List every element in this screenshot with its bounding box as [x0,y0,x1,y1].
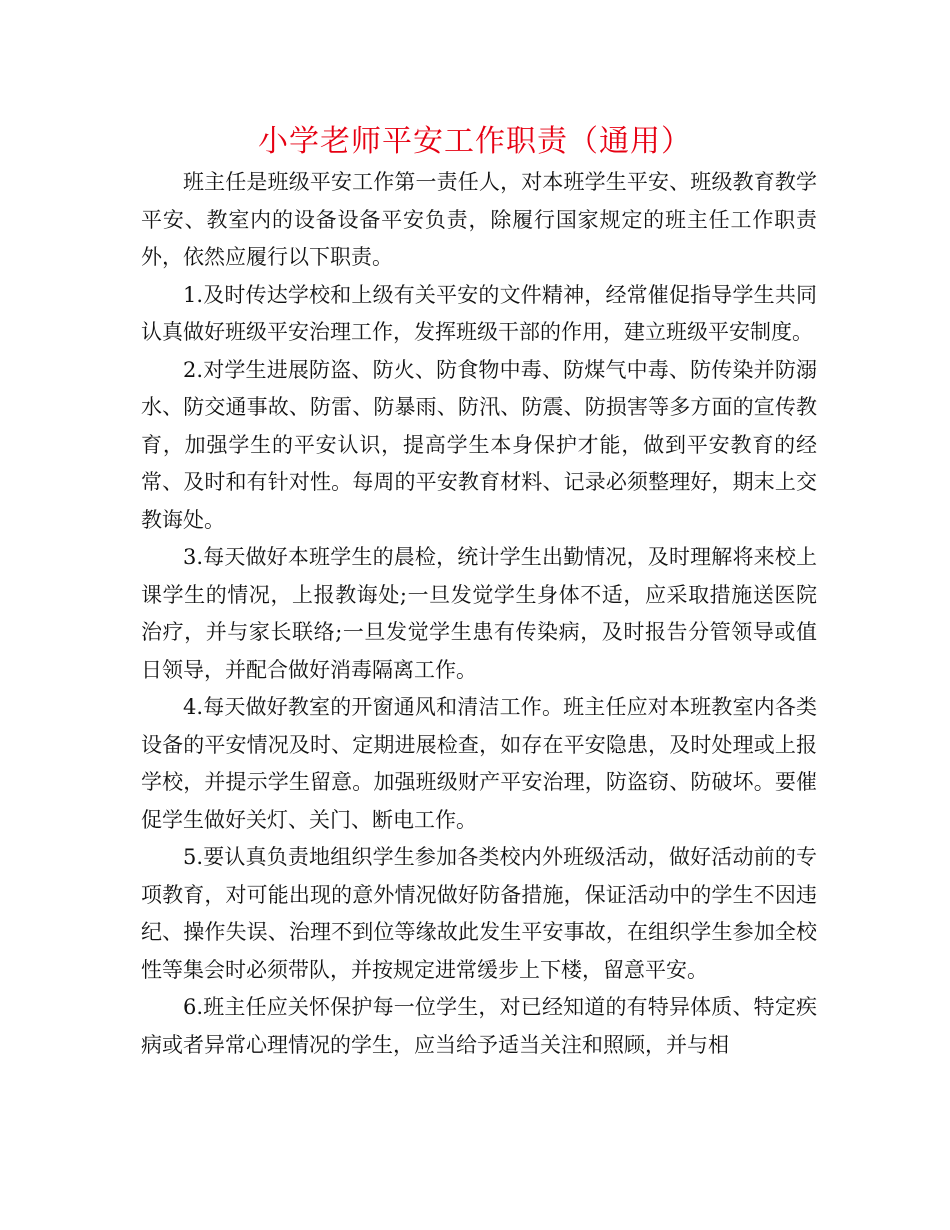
paragraph-5: 5.要认真负责地组织学生参加各类校内外班级活动，做好活动前的专项教育，对可能出现的意外情况做好防备措施，保证活动中的学生不因违纪、操作失误、治理不到位等缘故此发生平安事故，在组织学生参加全校性等集会时必须带队，并按规定进常缓步上下楼，留意平安。 [141,845,817,982]
document-body [141,164,817,1064]
paragraph-4: 4.每天做好教室的开窗通风和清洁工作。班主任应对本班教室内各类设备的平安情况及时、定期进展检查，如存在平安隐患，及时处理或上报学校，并提示学生留意。加强班级财产平安治理，防盗窃、防破坏。要催促学生做好关灯、关门、断电工作。 [141,695,817,832]
paragraph-intro: 班主任是班级平安工作第一责任人，对本班学生平安、班级教育教学平安、教室内的设备设备平安负责，除履行国家规定的班主任工作职责外，依然应履行以下职责。 [141,170,817,269]
paragraph-1: 1.及时传达学校和上级有关平安的文件精神，经常催促指导学生共同认真做好班级平安治理工作，发挥班级干部的作用，建立班级平安制度。 [141,282,817,344]
document-title: 小学老师平安工作职责（通用） [258,124,692,159]
paragraph-3: 3.每天做好本班学生的晨检，统计学生出勤情况，及时理解将来校上课学生的情况，上报教诲处;一旦发觉学生身体不适，应采取措施送医院治疗，并与家长联络;一旦发觉学生患有传染病，及时报告分管领导或值日领导，并配合做好消毒隔离工作。 [141,545,817,682]
paragraph-2: 2.对学生进展防盗、防火、防食物中毒、防煤气中毒、防传染并防溺水、防交通事故、防雷、防暴雨、防汛、防震、防损害等多方面的宣传教育，加强学生的平安认识，提高学生本身保护才能，做到平安教育的经常、及时和有针对性。每周的平安教育材料、记录必须整理好，期末上交教诲处。 [141,357,817,532]
paragraph-6: 6.班主任应关怀保护每一位学生，对已经知道的有特异体质、特定疾病或者异常心理情况的学生，应当给予适当关注和照顾，并与相 [141,995,817,1057]
